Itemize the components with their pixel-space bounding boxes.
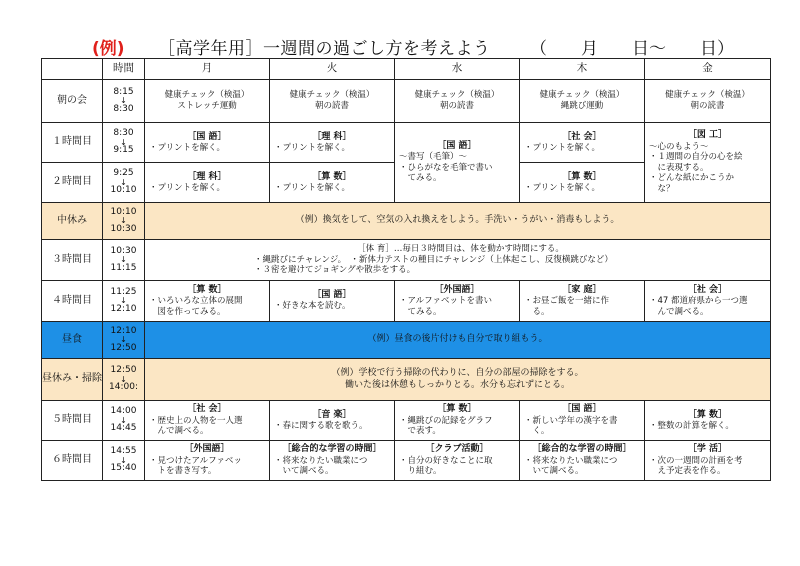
cell-fri: 健康チェック（検温） 朝の読書	[645, 80, 771, 123]
lunch-note: （例）昼食の後片付けも自分で取り組もう。	[145, 322, 771, 359]
cell-tue: ［総合的な学習の時間］ ・将来なりたい職業につ いて調べる。	[270, 441, 395, 481]
cell-tue: ［理 科］ ・プリントを解く。	[270, 123, 395, 163]
break-note: （例）換気をして、空気の入れ換えをしよう。手洗い・うがい・消毒もしよう。	[145, 203, 771, 240]
row-label: ４時間目	[42, 281, 103, 322]
time-range: 8:30 ↓ 9:15	[103, 123, 145, 163]
time-range: 10:30 ↓ 11:15	[103, 240, 145, 281]
cell-wed: ［算 数］ ・縄跳びの記録をグラフ で表す。	[395, 401, 520, 441]
row-break	[42, 203, 771, 240]
cell-wed-p1-p2: ［国 語］ ～書写（毛筆）～ ・ひらがなを毛筆で書い てみる。	[395, 123, 520, 203]
row-label: ６時間目	[42, 441, 103, 481]
row-label: ５時間目	[42, 401, 103, 441]
time-range: 8:15 ↓ 8:30	[103, 80, 145, 123]
row-lunch	[42, 322, 771, 359]
cell-thu: ［総合的な学習の時間］ ・将来なりたい職業につ いて調べる。	[520, 441, 645, 481]
header-day-tue: 火	[270, 59, 395, 80]
time-range: 10:10 ↓ 10:30	[103, 203, 145, 240]
row-period-1	[42, 123, 771, 163]
row-label: 昼休み・掃除	[42, 359, 103, 401]
header-time: 時間	[103, 59, 145, 80]
weekly-schedule-table	[41, 58, 771, 481]
title-text: ［高学年用］一週間の過ごし方を考えよう	[158, 39, 491, 59]
date-range: （ 月 日～ 日）	[530, 39, 734, 59]
cell-fri: ［社 会］ ・47 都道府県から一つ選 んで調べる。	[645, 281, 771, 322]
cell-fri: ［学 活］ ・次の一週間の計画を考 え予定表を作る。	[645, 441, 771, 481]
cell-wed: ［外国語］ ・アルファベットを書い てみる。	[395, 281, 520, 322]
row-cleaning	[42, 359, 771, 401]
cell-tue: 健康チェック（検温） 朝の読書	[270, 80, 395, 123]
time-range: 9:25 ↓ 10:10	[103, 163, 145, 203]
row-label: ２時間目	[42, 163, 103, 203]
cell-tue: ［音 楽］ ・春に関する歌を歌う。	[270, 401, 395, 441]
cell-thu: 健康チェック（検温） 縄跳び運動	[520, 80, 645, 123]
cell-wed: 健康チェック（検温） 朝の読書	[395, 80, 520, 123]
header-row	[42, 59, 771, 80]
page-title	[0, 34, 800, 59]
cell-fri-p1-p2: ［図 工］ ～心のもよう～ ・１週間の自分の心を絵 に表現する。 ・どんな紙にかこうか な？	[645, 123, 771, 203]
cell-wed: ［クラブ活動］ ・自分の好きなことに取 り組む。	[395, 441, 520, 481]
cleaning-note: （例）学校で行う掃除の代わりに、自分の部屋の掃除をする。 働いた後は休憩もしっかりとる。水分も忘れずにとる。	[145, 359, 771, 401]
time-range: 12:10 ↓ 12:50	[103, 322, 145, 359]
header-day-thu: 木	[520, 59, 645, 80]
row-period-3	[42, 240, 771, 281]
example-mark: (例)	[92, 39, 125, 59]
cell-thu: ［国 語］ ・新しい学年の漢字を書 く。	[520, 401, 645, 441]
row-period-5	[42, 401, 771, 441]
row-label: １時間目	[42, 123, 103, 163]
time-range: 12:50 ↓ 14:00:	[103, 359, 145, 401]
cell-mon: 健康チェック（検温） ストレッチ運動	[145, 80, 270, 123]
row-label: ３時間目	[42, 240, 103, 281]
header-day-fri: 金	[645, 59, 771, 80]
cell-fri: ［算 数］ ・整数の計算を解く。	[645, 401, 771, 441]
pe-activity: ［体 育］…毎日３時間目は、体を動かす時間にする。 ・縄跳びにチャレンジ。 ・新体力テストの種目にチャレンジ（上体起こし、反復横跳びなど） ・３密を避けてジョギングや散歩をする。	[145, 240, 771, 281]
header-day-wed: 水	[395, 59, 520, 80]
cell-mon: ［理 科］ ・プリントを解く。	[145, 163, 270, 203]
header-day-mon: 月	[145, 59, 270, 80]
cell-tue: ［国 語］ ・好きな本を読む。	[270, 281, 395, 322]
time-range: 11:25 ↓ 12:10	[103, 281, 145, 322]
row-label: 朝の会	[42, 80, 103, 123]
row-morning	[42, 80, 771, 123]
cell-mon: ［社 会］ ・歴史上の人物を一人選 んで調べる。	[145, 401, 270, 441]
time-range: 14:00 ↓ 14:45	[103, 401, 145, 441]
row-label: 昼食	[42, 322, 103, 359]
cell-thu: ［算 数］ ・プリントを解く。	[520, 163, 645, 203]
cell-mon: ［国 語］ ・プリントを解く。	[145, 123, 270, 163]
cell-thu: ［家 庭］ ・お昼ご飯を一緒に作 る。	[520, 281, 645, 322]
cell-mon: ［算 数］ ・いろいろな立体の展開 図を作ってみる。	[145, 281, 270, 322]
time-range: 14:55 ↓ 15:40	[103, 441, 145, 481]
cell-tue: ［算 数］ ・プリントを解く。	[270, 163, 395, 203]
row-period-6	[42, 441, 771, 481]
row-period-4	[42, 281, 771, 322]
cell-mon: ［外国語］ ・見つけたアルファベッ トを書き写す。	[145, 441, 270, 481]
cell-thu: ［社 会］ ・プリントを解く。	[520, 123, 645, 163]
header-blank	[42, 59, 103, 80]
row-label: 中休み	[42, 203, 103, 240]
